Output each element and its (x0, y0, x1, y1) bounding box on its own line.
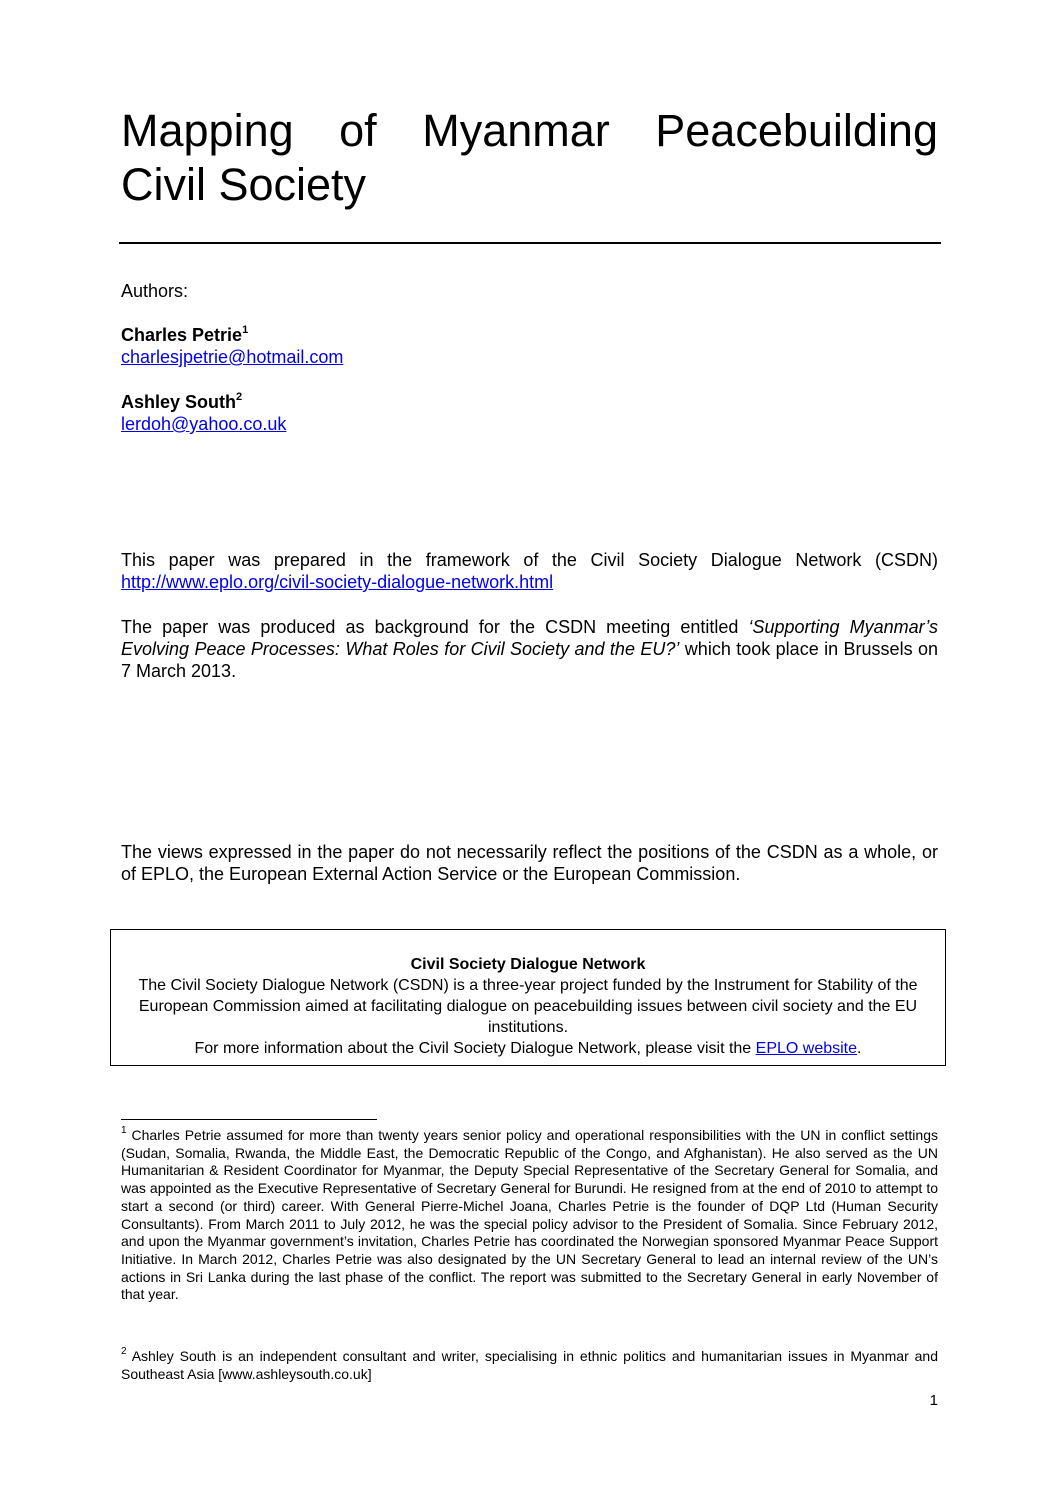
author-1-name (121, 324, 938, 346)
disclaimer-paragraph: The views expressed in the paper do not necessarily reflect the positions of the CSDN as a whole, or of EPLO, the European External Action Service or the European Commission. (121, 842, 938, 884)
csdn-info-box (110, 929, 946, 1066)
document-title (121, 104, 938, 212)
info-box-more (128, 1038, 928, 1059)
author-1-footnote-ref[interactable]: 1 (242, 324, 249, 336)
author-2-name-text: Ashley South (121, 392, 237, 412)
title-line-1: Mapping of Myanmar Peacebuilding (121, 105, 938, 156)
info-box-body: The Civil Society Dialogue Network (CSDN) is a three-year project funded by the Instrument for Stability of the European Commission aimed at facilitating dialogue on peacebuilding issues between civil society and the EU institutions. (138, 977, 918, 1036)
eplo-website-link[interactable]: EPLO website (755, 1040, 858, 1057)
title-divider (119, 242, 941, 244)
framework-text: This paper was prepared in the framework of the Civil Society Dialogue Network (CSDN) (121, 550, 938, 570)
author-2-email-link[interactable]: lerdoh@yahoo.co.uk (121, 414, 287, 434)
background-text-before: The paper was produced as background for the CSDN meeting entitled (121, 617, 749, 637)
meeting-title: ‘Supporting Myanmar’s Evolving Peace Processes: What Roles for Civil Society and the EU?’ (121, 617, 939, 659)
footnote-1-text: Charles Petrie assumed for more than twenty years senior policy and operational responsibilities with the UN in conflict settings (Sudan, Somalia, Rwanda, the Middle East, the Democratic Republic of the Congo, and Afghanistan). He also served as the UN Humanitarian & Resident Coordinator for Myanmar, the Deputy Special Representative of the Secretary General for Somalia, and was appointed as the Executive Representative of Secretary General for Burundi. He resigned from at the end of 2010 to attempt to start a second (or third) career. With General Pierre-Michel Joana, Charles Petrie is the founder of DQP Ltd (Human Security Consultants). From March 2011 to July 2012, he was the special policy advisor to the President of Somalia. Since February 2012, and upon the Myanmar government’s invitation, Charles Petrie has coordinated the Norwegian sponsored Myanmar Peace Support Initiative. In March 2012, Charles Petrie was also designated by the UN Secretary General to lead an internal review of the UN’s actions in Sri Lanka during the last phase of the conflict. The report was submitted to the Secretary General in early November of that year. (121, 1127, 938, 1303)
page-number: 1 (929, 1392, 938, 1409)
background-text-after: which took place in Brussels on 7 March 2013. (121, 639, 938, 681)
author-2-name (121, 391, 938, 413)
footnote-2-text: Ashley South is an independent consultant and writer, specialising in ethnic politics and humanitarian issues in Myanmar and Southeast Asia [www.ashleysouth.co.uk] (121, 1348, 938, 1382)
author-1-email-link[interactable]: charlesjpetrie@hotmail.com (121, 347, 344, 367)
author-2-email (121, 413, 938, 435)
author-1-email (121, 346, 938, 368)
footnote-1 (121, 1127, 938, 1304)
info-box-more-before: For more information about the Civil Society Dialogue Network, please visit the (194, 1040, 756, 1057)
title-line-2: Civil Society (121, 159, 367, 210)
csdn-url-link[interactable]: http://www.eplo.org/civil-society-dialogue-network.html (121, 572, 554, 592)
info-box-more-after: . (857, 1040, 862, 1057)
footnote-1-number: 1 (121, 1125, 127, 1137)
author-1-name-text: Charles Petrie (121, 325, 243, 345)
framework-paragraph (121, 549, 938, 593)
authors-label: Authors: (121, 281, 189, 301)
author-2-footnote-ref[interactable]: 2 (236, 391, 243, 403)
background-paragraph (121, 616, 938, 682)
footnote-2 (121, 1348, 938, 1383)
footnote-2-number: 2 (121, 1346, 127, 1358)
footnote-separator (121, 1119, 377, 1120)
info-box-title: Civil Society Dialogue Network (410, 956, 646, 973)
